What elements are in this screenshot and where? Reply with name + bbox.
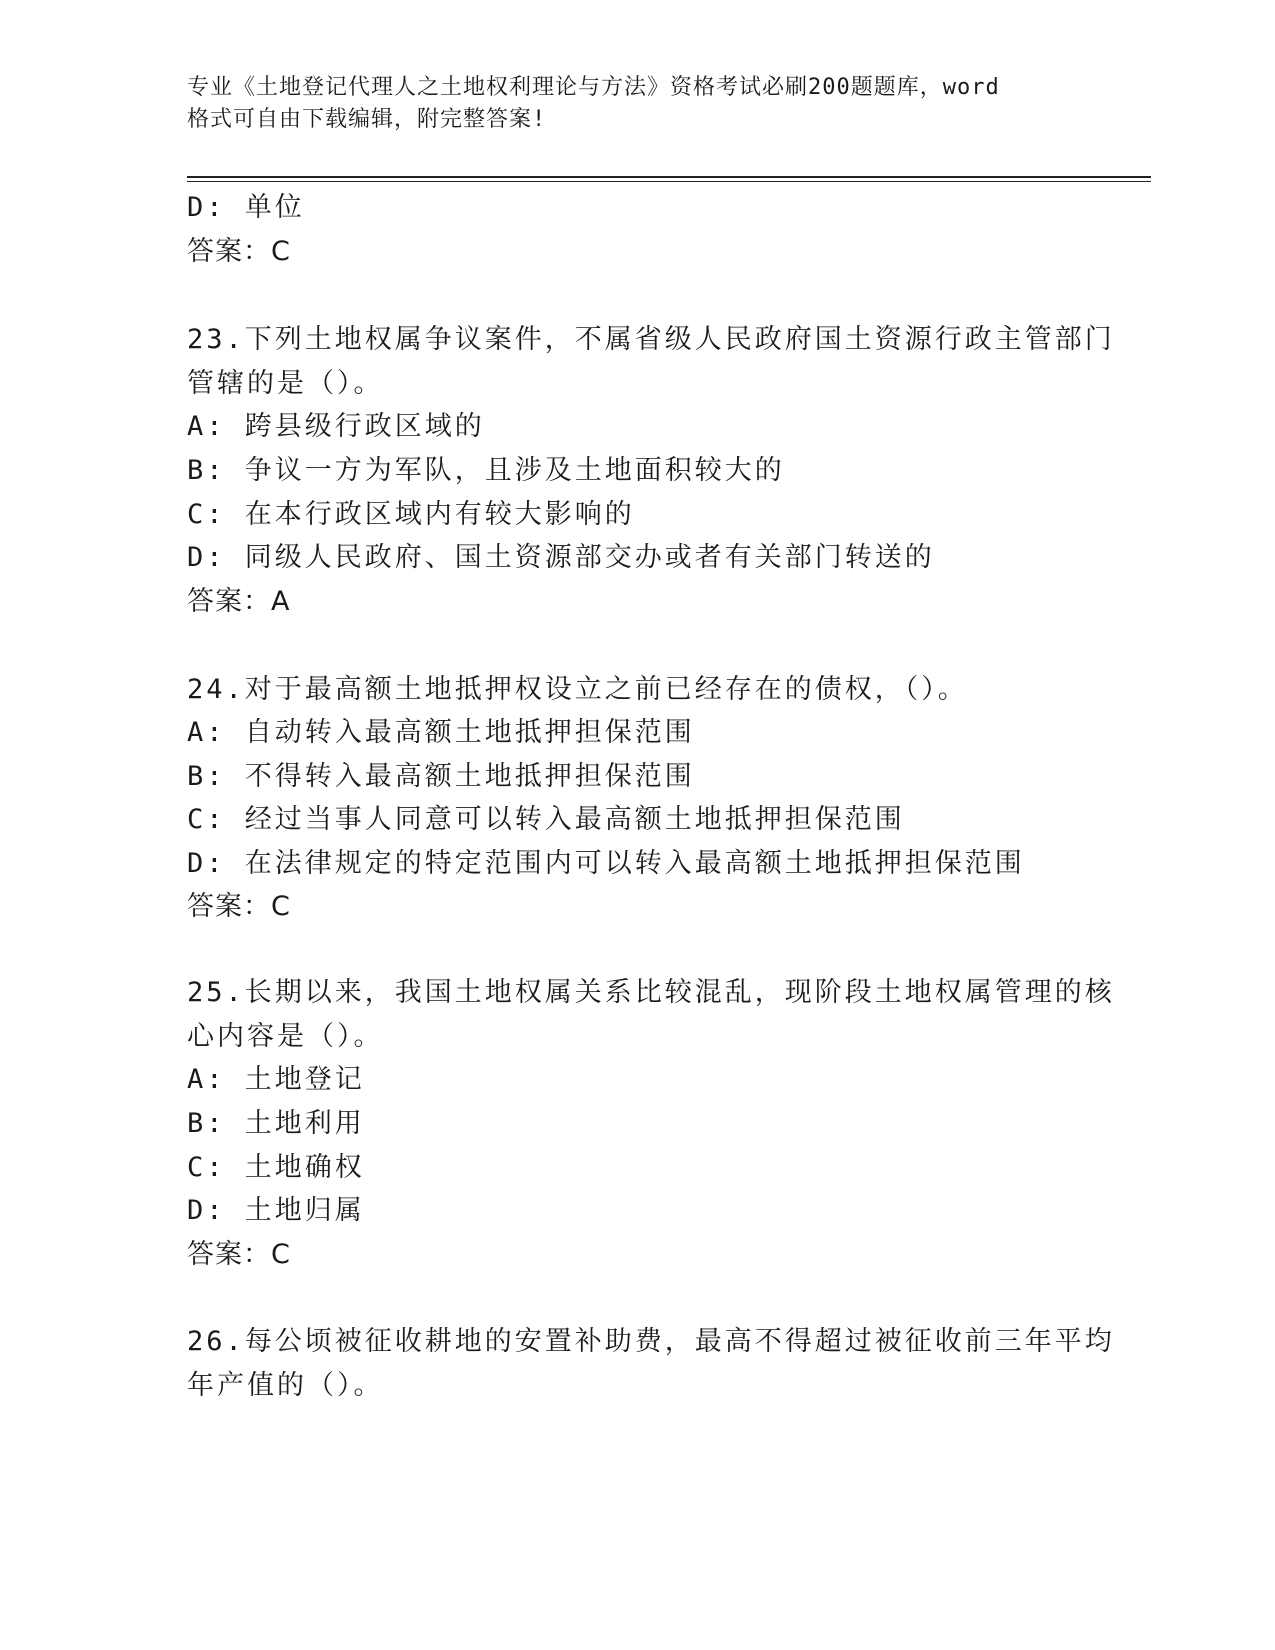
q25-option-a: A: 土地登记 xyxy=(187,1064,365,1095)
q23-option-d: D: 同级人民政府、国土资源部交办或者有关部门转送的 xyxy=(187,542,935,573)
q24-stem-line-1: 24.对于最高额土地抵押权设立之前已经存在的债权，（）。 xyxy=(187,674,968,705)
prev-option-d: D: 单位 xyxy=(187,192,305,223)
q23-option-c: C: 在本行政区域内有较大影响的 xyxy=(187,499,635,530)
header-divider-thick xyxy=(187,176,1151,178)
prev-answer: 答案：C xyxy=(187,236,291,267)
q23-stem-line-2: 管辖的是（）。 xyxy=(187,368,384,399)
q25-stem-line-1: 25.长期以来，我国土地权属关系比较混乱，现阶段土地权属管理的核 xyxy=(187,977,1115,1008)
header-title-line-1: 专业《土地登记代理人之土地权利理论与方法》资格考试必刷200题题库，word xyxy=(187,75,1000,100)
q26-stem-line-2: 年产值的（）。 xyxy=(187,1370,384,1401)
q25-option-c: C: 土地确权 xyxy=(187,1152,365,1183)
q25-option-b: B: 土地利用 xyxy=(187,1108,365,1139)
header-title-line-2: 格式可自由下载编辑，附完整答案! xyxy=(187,107,547,132)
q23-answer: 答案：A xyxy=(187,586,291,617)
q24-option-b: B: 不得转入最高额土地抵押担保范围 xyxy=(187,761,695,792)
q24-option-c: C: 经过当事人同意可以转入最高额土地抵押担保范围 xyxy=(187,804,905,835)
q24-answer: 答案：C xyxy=(187,891,291,922)
q25-stem-line-2: 心内容是（）。 xyxy=(187,1021,384,1052)
q26-stem-line-1: 26.每公顷被征收耕地的安置补助费，最高不得超过被征收前三年平均 xyxy=(187,1326,1115,1357)
q25-option-d: D: 土地归属 xyxy=(187,1195,365,1226)
q23-option-b: B: 争议一方为军队，且涉及土地面积较大的 xyxy=(187,455,785,486)
q24-option-a: A: 自动转入最高额土地抵押担保范围 xyxy=(187,717,695,748)
document-header xyxy=(187,72,1087,136)
header-divider-thin xyxy=(187,181,1151,182)
q25-answer: 答案：C xyxy=(187,1239,291,1270)
q23-stem-line-1: 23.下列土地权属争议案件，不属省级人民政府国土资源行政主管部门 xyxy=(187,324,1115,355)
q24-option-d: D: 在法律规定的特定范围内可以转入最高额土地抵押担保范围 xyxy=(187,848,1025,879)
q23-option-a: A: 跨县级行政区域的 xyxy=(187,411,485,442)
